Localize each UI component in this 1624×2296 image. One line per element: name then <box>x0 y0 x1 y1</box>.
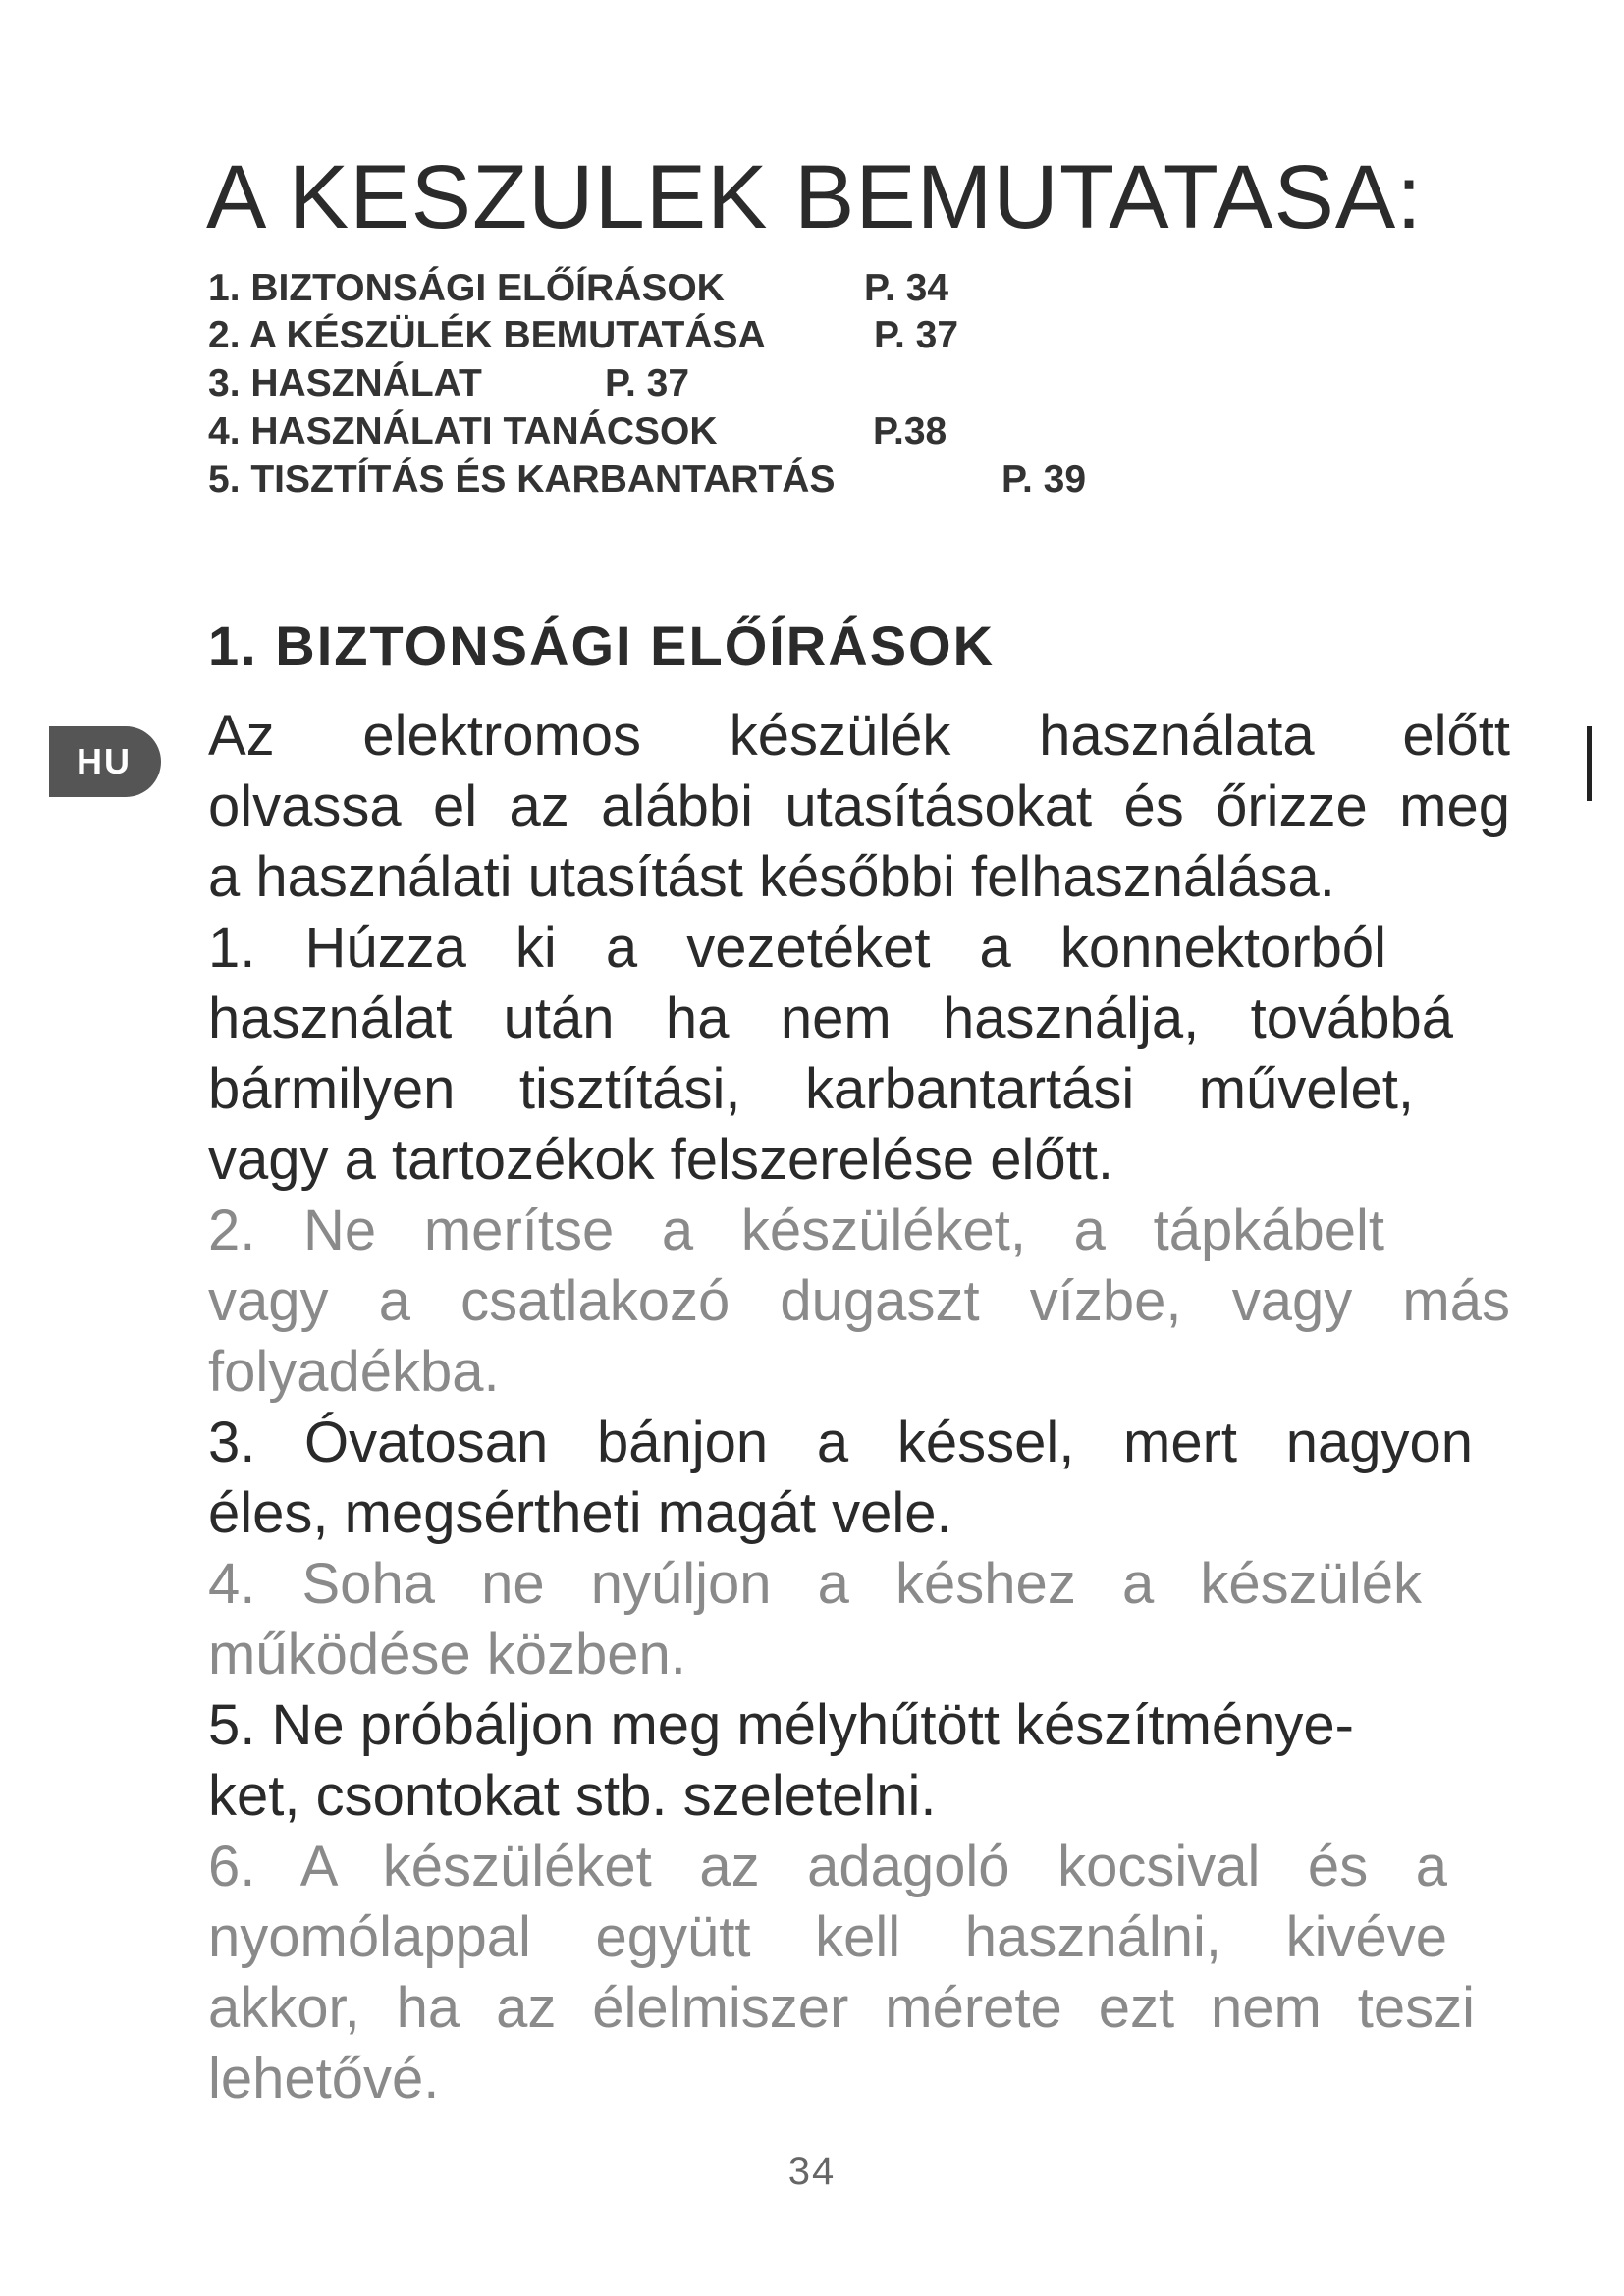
language-tab: HU <box>49 726 161 797</box>
paragraph-line: vagy a csatlakozó dugaszt vízbe, vagy más <box>208 1269 1510 1333</box>
paragraph-line: akkor, ha az élelmiszer mérete ezt nem teszi <box>208 1976 1475 2040</box>
paragraph-line: vagy a tartozékok felszerelése előtt. <box>208 1128 1114 1192</box>
paragraph-line: ket, csontokat stb. szeletelni. <box>208 1764 937 1828</box>
paragraph-line: 3. Óvatosan bánjon a késsel, mert nagyon <box>208 1411 1473 1474</box>
toc-item-page: P. 39 <box>1001 458 1087 501</box>
paragraph-line: a használati utasítást későbbi felhasználása. <box>208 845 1335 909</box>
paragraph-line: Az elektromos készülék használata előtt <box>208 704 1510 768</box>
toc-item-page: P.38 <box>873 410 947 453</box>
margin-marker <box>1587 726 1592 801</box>
toc-item-label: 3. HASZNÁLAT <box>208 362 482 404</box>
paragraph-line: 1. Húzza ki a vezetéket a konnektorból <box>208 916 1386 980</box>
page-number: 34 <box>787 2150 837 2193</box>
paragraph-line: 6. A készüléket az adagoló kocsival és a <box>208 1835 1447 1898</box>
paragraph-line: bármilyen tisztítási, karbantartási művelet, <box>208 1057 1414 1121</box>
toc-item-label: 1. BIZTONSÁGI ELŐÍRÁSOK <box>208 267 725 309</box>
toc-item-page: P. 37 <box>874 314 959 356</box>
paragraph-line: éles, megsértheti magát vele. <box>208 1481 952 1545</box>
paragraph-line: nyomólappal együtt kell használni, kivéve <box>208 1905 1447 1969</box>
section-heading: 1. BIZTONSÁGI ELŐÍRÁSOK <box>208 614 996 676</box>
paragraph-line: működése közben. <box>208 1623 686 1686</box>
paragraph-line: 2. Ne merítse a készüléket, a tápkábelt <box>208 1199 1384 1262</box>
toc-item-label: 4. HASZNÁLATI TANÁCSOK <box>208 410 718 453</box>
toc-item-page: P. 34 <box>864 267 949 309</box>
paragraph-line: használat után ha nem használja, továbbá <box>208 987 1453 1050</box>
paragraph-line: 5. Ne próbáljon meg mélyhűtött készítménye- <box>208 1693 1354 1757</box>
toc-item-label: 2. A KÉSZÜLÉK BEMUTATÁSA <box>208 314 766 356</box>
paragraph-line: 4. Soha ne nyúljon a késhez a készülék <box>208 1552 1422 1616</box>
toc-item-label: 5. TISZTÍTÁS ÉS KARBANTARTÁS <box>208 458 836 501</box>
paragraph-line: olvassa el az alábbi utasításokat és őrizze meg <box>208 774 1510 838</box>
toc-item-page: P. 37 <box>605 362 690 404</box>
paragraph-line: folyadékba. <box>208 1340 500 1404</box>
paragraph-line: lehetővé. <box>208 2047 440 2110</box>
page-title: A KESZULEK BEMUTATASA: <box>206 147 1423 247</box>
safety-instructions <box>208 701 1510 2114</box>
